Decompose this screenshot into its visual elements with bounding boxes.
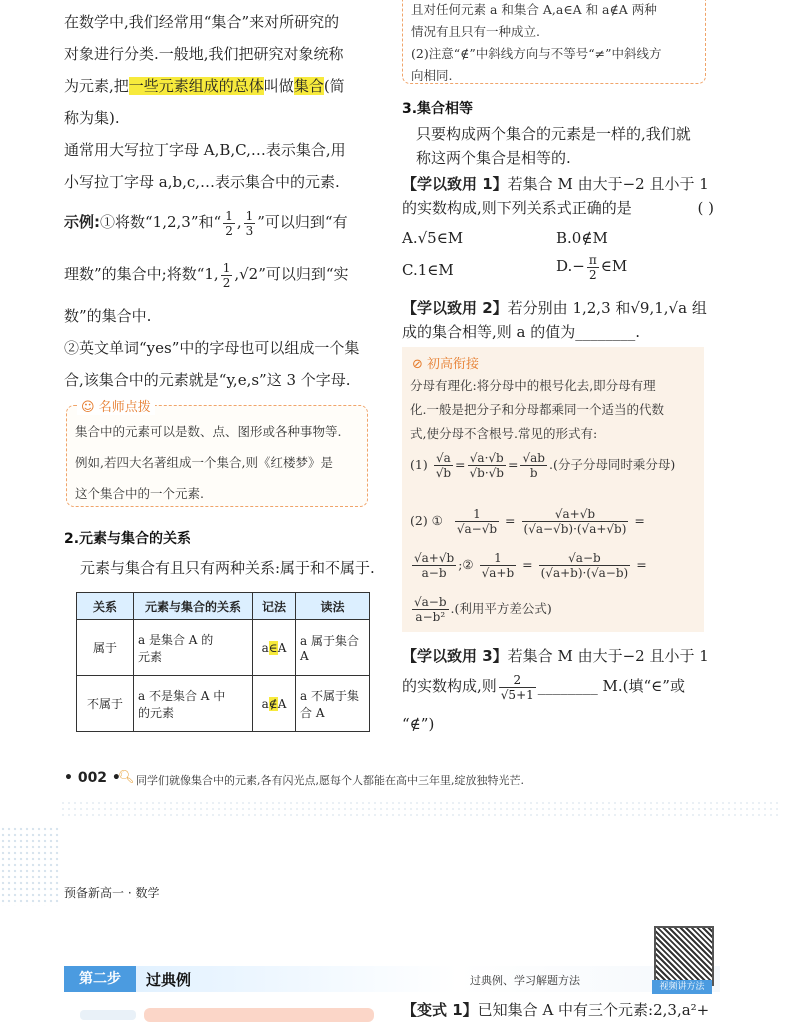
example-line-2: 理数”的集合中;将数“1, $\frac{1}{2}$ ,√2”可以归到“实 [64, 260, 349, 290]
definition-mid: 叫做 [263, 77, 294, 95]
section-2-title: 2.元素与集合的关系 [64, 531, 192, 547]
bridge-title: ⊘ 初高衔接 [412, 357, 480, 372]
table-row: 不属于 a 不是集合 A 中 的元素 a∉A a 不属于集合 A [77, 676, 370, 732]
table-header: 记法 [253, 593, 296, 620]
element-of-symbol: ∈ [268, 640, 278, 655]
exercise-3-line-2: 的实数构成,则 $\frac{2}{√5+1}$ ________ M.(填“∈”或 [402, 672, 685, 702]
intro-line-2: 对象进行分类.一般地,我们把研究对象统称 [64, 45, 344, 63]
example-line-3: 数”的集合中. [64, 307, 152, 325]
section-3-title: 3.集合相等 [402, 101, 474, 117]
exercise-1-line-1: 【学以致用 1】若集合 M 由大于−2 且小于 1 [402, 175, 709, 193]
link-icon: ⊘ [412, 357, 423, 372]
qr-label: 视频讲方法 [652, 980, 712, 994]
fraction-half-2: $\frac{1}{2}$ [222, 260, 231, 290]
section-3-line-1: 只要构成两个集合的元素是一样的,我们就 [416, 125, 691, 143]
intro-line-3: 称为集). [64, 109, 120, 127]
definition-highlight: 一些元素组成的总体 [128, 77, 264, 95]
table-header-row [77, 593, 370, 620]
step-title: 过典例 [146, 971, 192, 989]
page-number: • 002 • [64, 770, 121, 786]
intro-line-1: 在数学中,我们经常用“集合”来对所研究的 [64, 13, 340, 31]
example-text-a: ①将数“1,2,3”和“ [100, 213, 222, 231]
dot-pattern-side [0, 826, 60, 906]
teacher-tip-body: 集合中的元素可以是数、点、图形或各种事物等. 例如,若四大名著组成一个集合,则《红楼梦》是 这个集合中的一个元素. [75, 424, 342, 501]
exercise-3-line-1: 【学以致用 3】若集合 M 由大于−2 且小于 1 [402, 647, 709, 665]
example2-line-2: 合,该集合中的元素就是“y,e,s”这 3 个字母. [64, 371, 351, 389]
formula-1: (1) $\frac{√a}{√b}$ = $\frac{√a\cdot√b}{√b\cdot√b}$ = $\frac{√ab}{b}$ .(分子分母同时乘分母) [410, 451, 676, 480]
exercise-1-line-2: 的实数构成,则下列关系式正确的是 ( ) [402, 199, 714, 217]
footer-quote: 同学们就像集合中的元素,各有闪光点,愿每个人都能在高中三年里,绽放独特光芒. [136, 774, 524, 787]
bridge-box: ⊘ 初高衔接 分母有理化:将分母中的根号化去,即分母有理 化.一般是把分子和分母都乘同一个适当的代数 式,使分母不含根号.常见的形式有: (1) $\frac{√a}{√b}$ = $\frac{√a\cdot√b}{√b\cdot√b}$ = $\frac{√ab}{b}$ .(分子分母同时乘分母) (2) ① $\frac{1}{√a-√b}$ = $\frac{√a+√b}{(√a-√b)\cdot(√a+√b)}$ = $\frac{√a+√b}{a-b}$ ;② $\frac{1}{√a+b}$ = $\frac{√a-b}{(√a+b)\cdot(√a-b)}$ = $\frac{√a-b}{\text{a−b²}}$ .(利用平方差公式) [402, 347, 704, 632]
exercise-3-line-3: “∉”) [402, 715, 435, 733]
example-line-1: 示例:①将数“1,2,3”和“ $\frac{1}{2}$ , $\frac{1}{3}$ ”可以归到“有 [64, 208, 348, 238]
option-d: D.− $\frac{\pi}{2}$ ∈M [556, 252, 628, 282]
formula-4: $\frac{√a-b}{\text{a−b²}}$ .(利用平方差公式) [414, 595, 552, 624]
section-2-text: 元素与集合有且只有两种关系:属于和不属于. [80, 559, 375, 577]
example2-line-1: ②英文单词“yes”中的字母也可以组成一个集 [64, 339, 360, 357]
option-b: B.0∉M [556, 229, 608, 247]
table-header: 关系 [77, 593, 134, 620]
option-c: C.1∈M [402, 261, 454, 279]
book-title: 预备新高一 · 数学 [64, 886, 160, 900]
option-a: A.√5∈M [402, 229, 464, 247]
fraction-half: $\frac{1}{2}$ [225, 208, 233, 238]
table-header: 读法 [296, 593, 370, 620]
step-subtitle: 过典例、学习解题方法 [470, 974, 580, 987]
note-box: 且对任何元素 a 和集合 A,a∈A 和 a∉A 两种 情况有且只有一种成立. (2)注意“∉”中斜线方向与不等号“≠”中斜线方 向相同. [402, 0, 706, 84]
formula-2: (2) ① $\frac{1}{√a-√b}$ = $\frac{√a+√b}{(√a-√b)\cdot(√a+√b)}$ = [410, 507, 645, 536]
example-text-b: ”可以归到“有 [257, 213, 348, 231]
example-title-pill [144, 1008, 374, 1022]
qr-code-icon[interactable] [654, 926, 714, 986]
magnifier-icon: 🔍︎ [118, 770, 135, 785]
relation-table [76, 592, 370, 732]
example-label-pill [80, 1010, 136, 1020]
table-header: 元素与集合的关系 [134, 593, 253, 620]
exercise-2-line-1: 【学以致用 2】若分别由 1,2,3 和√9,1,√a 组 [402, 299, 707, 317]
teacher-tip-title: ☺ 名师点拨 [77, 396, 155, 415]
variant-1-line: 【变式 1】已知集合 A 中有三个元素:2,3,a²+ [402, 1001, 710, 1019]
definition-suffix: (简 [323, 77, 345, 95]
definition-term: 集合 [293, 77, 324, 95]
not-element-of-symbol: ∉ [268, 696, 278, 711]
definition-prefix: 为元素,把 [64, 77, 129, 95]
table-row: 属于 a 是集合 A 的 元素 a∈A a 属于集合 A [77, 620, 370, 676]
definition-line [64, 70, 345, 102]
teacher-tip-box [66, 400, 368, 507]
lightbulb-icon: ☺ [81, 400, 95, 415]
exercise-2-line-2: 成的集合相等,则 a 的值为________. [402, 323, 641, 341]
formula-3: $\frac{√a+√b}{a-b}$ ;② $\frac{1}{√a+b}$ = $\frac{√a-b}{(√a+b)\cdot(√a-b)}$ = [414, 551, 647, 580]
dot-pattern [60, 800, 780, 820]
intro-line-4: 通常用大写拉丁字母 A,B,C,…表示集合,用 [64, 141, 346, 159]
example-label: 示例: [64, 213, 100, 231]
intro-line-5: 小写拉丁字母 a,b,c,…表示集合中的元素. [64, 173, 340, 191]
section-3-line-2: 称这两个集合是相等的. [416, 149, 571, 167]
step-tag: 第二步 [64, 966, 136, 992]
fraction-third: $\frac{1}{3}$ [245, 208, 254, 238]
